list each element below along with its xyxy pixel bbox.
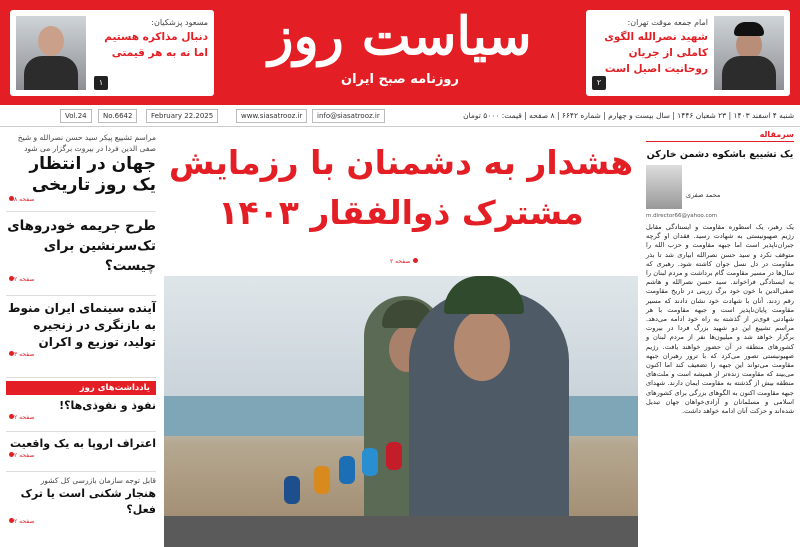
newspaper-tagline: روزنامه صبح ایران [340, 72, 459, 87]
promo-left-kicker: مسعود پزشکیان: [151, 18, 208, 27]
editorial-column[interactable] [640, 128, 800, 547]
left-note-3[interactable] [6, 472, 156, 525]
left-story-3-title: آینده سینمای ایران منوط به بازنگری در زنجیره تولید، توزیع و اکران [8, 301, 156, 349]
left-note-3-page: صفحه ۲ [6, 518, 156, 525]
microphone-icon [339, 456, 355, 484]
masthead [0, 0, 800, 105]
main-headline-line-2: مشترک ذوالفقار ۱۴۰۳ [218, 193, 584, 232]
left-note-1-page: صفحه ۲ [6, 414, 156, 421]
main-photo-commanders [164, 276, 638, 547]
left-note-2-page: صفحه ۲ [6, 452, 156, 459]
main-headline [164, 138, 638, 238]
email-box[interactable]: info@siasatrooz.ir [312, 109, 385, 123]
main-story[interactable] [164, 128, 638, 547]
left-note-1[interactable] [6, 398, 156, 432]
left-note-1-title: نفوذ و نفوذی‌ها؟! [59, 399, 156, 412]
left-story-1-page: صفحه ۸ [6, 196, 156, 203]
left-story-1-kicker: مراسم تشییع پیکر سید حسن نصرالله و شیخ صفی الدین فردا در بیروت برگزار می شود [17, 133, 156, 153]
promo-box-right[interactable] [586, 10, 790, 96]
microphone-icon [284, 476, 300, 504]
issue-date-fa: شنبه ۴ اسفند ۱۴۰۳ | ۲۳ شعبان ۱۴۴۶ | سال بیست و چهارم | شماره ۶۶۴۲ | ۸ صفحه | قیمت: ۵۰۰۰ تومان [463, 111, 794, 120]
promo-right-title: شهید نصرالله الگوی کاملی از جریان روحانیت اصیل است [604, 31, 708, 75]
promo-box-left[interactable] [10, 10, 214, 96]
left-story-1-title: جهان در انتظار یک روز تاریخی [29, 154, 156, 195]
promo-left-title: دنبال مذاکره هستیم اما نه به هر قیمتی [104, 31, 208, 59]
promo-photo-president [16, 16, 86, 90]
date-en-box: February 22.2025 [146, 109, 218, 123]
left-note-3-title: هنجار شکنی است یا ترک فعل؟ [20, 487, 156, 516]
promo-photo-cleric [714, 16, 784, 90]
promo-left-page-number: ۱ [94, 76, 108, 90]
left-note-3-kicker: قابل توجه سازمان بازرسی کل کشور [40, 476, 156, 485]
main-headline-line-1: هشدار به دشمنان با رزمایش [168, 143, 634, 182]
volume-box: Vol.24 [60, 109, 92, 123]
editorial-title: یک تشییع باشکوه دشمن خارکن [646, 149, 794, 160]
left-story-3-page: صفحه ۳ [6, 351, 156, 358]
left-story-3[interactable] [6, 296, 156, 378]
microphone-icon [386, 442, 402, 470]
left-story-2-page: صفحه ۲ [6, 276, 156, 283]
issue-number-box: No.6642 [98, 109, 137, 123]
microphone-icon [314, 466, 330, 494]
left-story-1[interactable] [6, 128, 156, 212]
left-note-2[interactable] [6, 432, 156, 472]
promo-right-page-number: ۲ [592, 76, 606, 90]
editorial-body: یک رهبر، یک اسطوره مقاومت و ایستادگی مقابل رژیم صهیونیستی به شهادت رسید. فقدان او گرچه جبران‌ناپذیر است اما جبهه مقاومت و حزب الله را متوقف نکرد و سید حسن نصرالله ابیاری شد تا بذر مقاومت در دل نسل جوان کاشته شود. رهبری که سال‌ها در مسیر مقاومت گام برداشت و مردم لبنان را به ایستادگی فراخواند. سید حسن نصرالله و هاشم صفی‌الدین با خون خود برگ زرینی در تاریخ مقاومت رقم زدند. آنان با شهادت خود نشان دادند که مسیر مقاومت پایان‌ناپذیر است و جبهه مقاومت با هر شهادتی قوی‌تر از گذشته به راه خود ادامه می‌دهد. مراسم تشییع این دو شهید بزرگ فردا در بیروت برگزار خواهد شد و میلیون‌ها نفر از مردم لبنان و کشورهای منطقه در آن حضور خواهند یافت. رژیم صهیونیستی تصور می‌کرد که با ترور رهبران جبهه مقاومت می‌تواند این جبهه را تضعیف کند اما اکنون می‌بیند که مقاومت زنده‌تر از همیشه است و ملت‌های منطقه بیش از گذشته به مقاومت ایمان دارند. شهدای جبهه مقاومت اکنون به الگوهای بزرگی برای کشورهای اسلامی و مسلمانان و آزادی‌خواهان جهان تبدیل شده‌اند و حرکت آنان ادامه خواهد داشت. [646, 223, 794, 416]
section-header-notes: یادداشت‌های روز [6, 381, 156, 395]
left-story-2-title: طرح جریمه خودروهای تک‌سرنشین برای چیست؟ [7, 218, 156, 274]
promo-right-kicker: امام جمعه موقت تهران: [627, 18, 708, 27]
left-note-2-title: اعتراف اروپا به یک واقعیت [9, 437, 156, 450]
left-column [0, 128, 162, 547]
main-story-page: صفحه ۲ [390, 258, 418, 265]
author-email[interactable]: m.director66@yahoo.com [646, 213, 718, 219]
author-box [646, 165, 794, 209]
left-story-2[interactable] [6, 212, 156, 296]
newspaper-logo: سیاست روز [268, 6, 532, 67]
author-name: محمد صفری [686, 191, 721, 199]
author-photo [646, 165, 682, 209]
microphone-icon [362, 448, 378, 476]
issue-info-bar [0, 105, 800, 127]
editorial-tag: سرمقاله [646, 128, 794, 142]
website-box[interactable]: www.siasatrooz.ir [236, 109, 307, 123]
